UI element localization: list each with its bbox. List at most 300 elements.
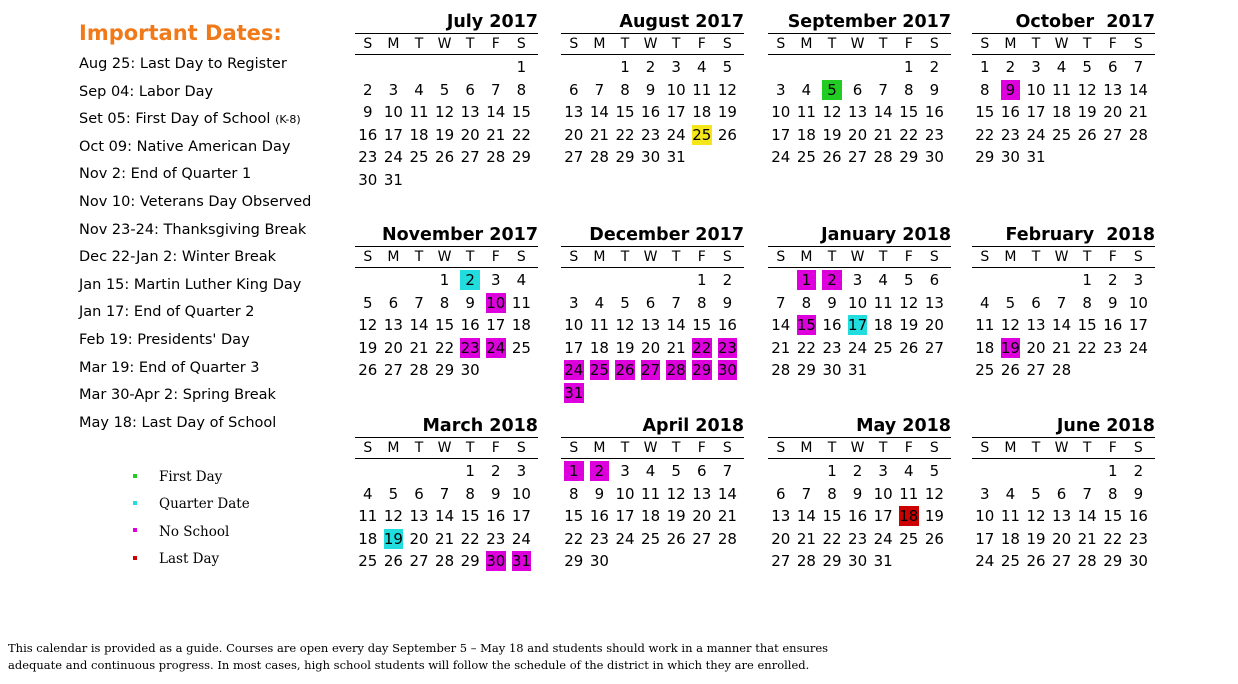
- day-cell: 28: [1077, 552, 1097, 570]
- day-cell: 21: [873, 125, 893, 144]
- day-cell: 17: [873, 507, 893, 525]
- day-cell: 26: [899, 338, 919, 357]
- day-cell: 13: [924, 293, 944, 312]
- day-cell: 18: [409, 125, 429, 144]
- legend-swatch-icon: [133, 501, 137, 505]
- day-cell: 11: [873, 293, 893, 312]
- day-cell: 21: [771, 338, 791, 357]
- day-grid: [355, 269, 538, 382]
- day-cell-highlighted: 2: [460, 270, 480, 290]
- empty-day-cell: [406, 56, 432, 79]
- day-cell: 2: [645, 58, 656, 76]
- day-cell: 6: [645, 293, 656, 312]
- weekday-label: T: [671, 249, 681, 265]
- legend-swatch-icon: [133, 474, 137, 478]
- day-cell: 19: [666, 507, 686, 525]
- empty-day-cell: [768, 269, 794, 292]
- day-cell: 23: [924, 125, 944, 144]
- day-cell: 14: [1077, 507, 1097, 525]
- empty-day-cell: [483, 56, 509, 79]
- legend-label: Quarter Date: [159, 496, 250, 513]
- day-cell: 14: [486, 103, 506, 121]
- day-cell: 10: [771, 103, 791, 121]
- day-cell: 11: [358, 507, 378, 525]
- day-cell: 15: [564, 507, 584, 525]
- day-cell: 25: [796, 148, 816, 166]
- day-cell: 29: [564, 552, 584, 570]
- day-cell: 4: [980, 293, 990, 312]
- day-cell: 18: [1000, 529, 1020, 548]
- important-date-text: Feb 19: Presidents' Day: [79, 331, 250, 348]
- day-cell: 19: [822, 125, 842, 144]
- day-cell: 6: [929, 271, 940, 289]
- day-cell: 3: [490, 271, 501, 289]
- weekday-label: S: [722, 36, 732, 52]
- month-title: March 2018: [422, 416, 538, 436]
- day-cell: 10: [975, 507, 995, 525]
- day-cell: 17: [1026, 103, 1046, 121]
- day-cell: 12: [822, 103, 842, 121]
- day-cell: 8: [516, 80, 527, 99]
- day-cell: 18: [358, 529, 378, 548]
- day-cell: 22: [1103, 529, 1123, 548]
- day-cell: 22: [511, 125, 531, 144]
- day-cell: 5: [1082, 58, 1092, 76]
- weekday-header: [355, 33, 538, 55]
- day-cell: 10: [615, 484, 635, 503]
- day-cell: 28: [1128, 125, 1148, 144]
- day-cell: 26: [1077, 125, 1097, 144]
- day-cell: 12: [383, 507, 403, 525]
- day-cell: 26: [717, 125, 737, 144]
- empty-day-cell: [587, 56, 613, 79]
- day-cell: 2: [1133, 462, 1144, 480]
- day-cell: 7: [671, 293, 681, 312]
- empty-day-cell: [432, 56, 458, 79]
- day-cell: 24: [1128, 338, 1148, 357]
- day-cell: 24: [975, 552, 995, 570]
- day-cell: 13: [771, 507, 791, 525]
- day-cell: 5: [363, 293, 373, 312]
- weekday-label: S: [929, 249, 939, 265]
- weekday-label: S: [929, 440, 939, 456]
- weekday-label: M: [1004, 440, 1017, 456]
- important-date-item: [79, 79, 349, 107]
- day-cell: 24: [511, 529, 531, 548]
- day-cell: 18: [589, 338, 609, 357]
- weekday-label: M: [1004, 36, 1017, 52]
- day-cell: 23: [486, 529, 506, 548]
- day-cell: 2: [852, 462, 863, 480]
- weekday-label: S: [722, 249, 732, 265]
- legend: [133, 464, 250, 574]
- day-cell: 26: [666, 529, 686, 548]
- weekday-label: S: [776, 36, 786, 52]
- day-grid: [355, 460, 538, 573]
- day-cell: 16: [717, 316, 737, 334]
- day-cell: 23: [641, 125, 661, 144]
- weekday-label: F: [697, 249, 706, 265]
- day-cell: 12: [1077, 80, 1097, 99]
- day-cell: 15: [511, 103, 531, 121]
- empty-day-cell: [794, 460, 820, 483]
- weekday-label: T: [620, 36, 630, 52]
- day-cell: 29: [1103, 552, 1123, 570]
- day-cell: 8: [827, 484, 837, 503]
- day-cell: 22: [615, 125, 635, 144]
- empty-day-cell: [794, 56, 820, 79]
- day-cell: 1: [827, 462, 837, 480]
- day-cell: 27: [460, 148, 480, 166]
- day-cell: 9: [1107, 293, 1118, 312]
- day-cell: 29: [822, 552, 842, 570]
- day-cell: 7: [878, 80, 888, 99]
- day-grid: [972, 56, 1155, 169]
- weekday-label: W: [1054, 440, 1069, 456]
- day-cell: 9: [363, 103, 373, 121]
- day-cell: 9: [465, 293, 475, 312]
- important-date-item: [79, 355, 349, 383]
- day-cell: 30: [822, 361, 842, 379]
- day-cell: 1: [1107, 462, 1118, 480]
- day-cell-highlighted: 9: [1001, 80, 1021, 100]
- day-cell: 25: [641, 529, 661, 548]
- day-cell: 1: [696, 271, 707, 289]
- empty-day-cell: [972, 269, 998, 292]
- weekday-header: [561, 33, 744, 55]
- day-cell: 23: [1000, 125, 1020, 144]
- weekday-header: [768, 437, 951, 459]
- important-dates-title: Important Dates:: [79, 21, 282, 45]
- day-cell: 22: [796, 338, 816, 357]
- legend-swatch-icon: [133, 556, 137, 560]
- day-cell: 12: [899, 293, 919, 312]
- day-cell: 11: [511, 293, 531, 312]
- day-cell: 5: [388, 484, 399, 503]
- day-cell: 30: [924, 148, 944, 166]
- day-cell: 17: [771, 125, 791, 144]
- weekday-label: S: [569, 440, 579, 456]
- day-cell: 5: [929, 462, 940, 480]
- weekday-label: T: [620, 440, 630, 456]
- important-date-text: Nov 10: Veterans Day Observed: [79, 193, 312, 210]
- day-cell: 3: [388, 80, 399, 99]
- month-title: July 2017: [446, 12, 538, 32]
- day-cell: 22: [899, 125, 919, 144]
- day-cell: 30: [848, 552, 868, 570]
- day-cell: 21: [486, 125, 506, 144]
- day-cell: 20: [1052, 529, 1072, 548]
- day-cell: 3: [569, 293, 579, 312]
- day-cell: 30: [589, 552, 609, 570]
- empty-day-cell: [381, 269, 407, 292]
- empty-day-cell: [1023, 269, 1049, 292]
- day-cell: 28: [435, 552, 455, 570]
- day-cell: 28: [796, 552, 816, 570]
- day-cell: 16: [641, 103, 661, 121]
- month-calendar: [561, 222, 744, 404]
- day-cell: 13: [848, 103, 868, 121]
- month-calendar: [972, 413, 1155, 573]
- day-cell: 21: [435, 529, 455, 548]
- weekday-header: [972, 246, 1155, 268]
- day-cell-highlighted: 19: [383, 529, 403, 548]
- weekday-label: T: [414, 249, 424, 265]
- day-cell: 3: [516, 462, 527, 480]
- day-cell-highlighted: 19: [1000, 338, 1020, 357]
- month-calendar: [561, 9, 744, 169]
- day-cell: 5: [620, 293, 630, 312]
- day-cell: 8: [696, 293, 707, 312]
- empty-day-cell: [972, 460, 998, 483]
- day-cell: 18: [641, 507, 661, 525]
- day-cell: 4: [1005, 484, 1016, 503]
- day-cell: 23: [1128, 529, 1148, 548]
- day-cell: 6: [776, 484, 786, 503]
- day-cell-highlighted: 15: [796, 316, 816, 334]
- day-cell: 17: [486, 316, 506, 334]
- day-cell: 28: [589, 148, 609, 166]
- month-title: February 2018: [1005, 225, 1155, 245]
- legend-label: First Day: [159, 469, 223, 485]
- weekday-label: S: [1133, 249, 1143, 265]
- day-cell: 20: [564, 125, 584, 144]
- weekday-label: S: [516, 440, 526, 456]
- day-cell-highlighted: 30: [486, 552, 506, 570]
- day-cell: 19: [1077, 103, 1097, 121]
- month-title: January 2018: [821, 225, 951, 245]
- weekday-label: M: [387, 440, 400, 456]
- day-cell: 13: [641, 316, 661, 334]
- day-cell: 29: [435, 361, 455, 379]
- day-cell: 30: [1000, 148, 1020, 166]
- day-cell-highlighted: 5: [822, 80, 842, 100]
- day-cell: 6: [1031, 293, 1041, 312]
- day-cell: 11: [975, 316, 995, 334]
- weekday-label: S: [516, 249, 526, 265]
- day-cell: 20: [409, 529, 429, 548]
- weekday-label: S: [1133, 440, 1143, 456]
- day-cell: 12: [435, 103, 455, 121]
- day-cell: 16: [589, 507, 609, 525]
- day-grid: [561, 269, 744, 404]
- day-cell: 5: [439, 80, 450, 99]
- day-cell: 5: [1031, 484, 1041, 503]
- day-cell: 9: [852, 484, 863, 503]
- important-date-text: Nov 2: End of Quarter 1: [79, 166, 252, 183]
- weekday-label: S: [980, 249, 990, 265]
- day-cell: 7: [594, 80, 605, 99]
- day-cell: 23: [589, 529, 609, 548]
- day-cell: 15: [899, 103, 919, 121]
- day-cell: 21: [796, 529, 816, 548]
- day-cell: 16: [848, 507, 868, 525]
- month-title: September 2017: [787, 12, 951, 32]
- footer-line-1: This calendar is provided as a guide. Courses are open every day September 5 – May 18 and students should work in a manner that ensures: [8, 641, 829, 655]
- day-cell: 6: [388, 293, 399, 312]
- day-cell: 26: [383, 552, 403, 570]
- month-title: November 2017: [381, 225, 538, 245]
- empty-day-cell: [587, 269, 613, 292]
- day-cell: 1: [439, 271, 450, 289]
- day-cell: 4: [363, 484, 373, 503]
- empty-day-cell: [663, 269, 689, 292]
- day-cell: 27: [1026, 361, 1046, 379]
- day-cell: 14: [409, 316, 429, 334]
- legend-label: No School: [159, 523, 230, 540]
- day-cell: 19: [358, 338, 378, 357]
- month-title: August 2017: [619, 12, 744, 32]
- empty-day-cell: [457, 56, 483, 79]
- important-date-item: [79, 299, 349, 327]
- day-cell-highlighted: 27: [641, 361, 661, 379]
- day-cell: 20: [1103, 103, 1123, 121]
- weekday-label: F: [904, 249, 913, 265]
- weekday-label: F: [491, 249, 500, 265]
- day-cell: 16: [358, 125, 378, 144]
- month-title: May 2018: [856, 416, 951, 436]
- empty-day-cell: [406, 269, 432, 292]
- day-cell: 14: [796, 507, 816, 525]
- footer-line-2: adequate and continuous progress. In most cases, high school students will follow the schedule of the district in which they are enrolled.: [8, 658, 810, 672]
- empty-day-cell: [1074, 460, 1100, 483]
- day-cell: 21: [1128, 103, 1148, 121]
- month-calendar: [768, 222, 951, 382]
- month-calendar: [768, 413, 951, 573]
- day-cell: 8: [1107, 484, 1118, 503]
- day-cell: 19: [924, 507, 944, 525]
- day-cell: 15: [975, 103, 995, 121]
- empty-day-cell: [768, 56, 794, 79]
- day-cell: 22: [460, 529, 480, 548]
- day-cell: 8: [980, 80, 990, 99]
- day-cell: 25: [358, 552, 378, 570]
- important-date-item: [79, 189, 349, 217]
- important-date-item: [79, 382, 349, 410]
- day-cell: 1: [620, 58, 630, 76]
- day-cell: 28: [873, 148, 893, 166]
- weekday-header: [561, 246, 744, 268]
- day-cell: 6: [852, 80, 863, 99]
- day-cell: 4: [903, 462, 914, 480]
- weekday-label: S: [363, 440, 373, 456]
- day-cell: 15: [822, 507, 842, 525]
- day-cell: 14: [1128, 80, 1148, 99]
- empty-day-cell: [870, 56, 896, 79]
- empty-day-cell: [355, 460, 381, 483]
- day-cell: 24: [383, 148, 403, 166]
- day-cell: 23: [1103, 338, 1123, 357]
- day-cell: 13: [1052, 507, 1072, 525]
- day-cell: 22: [1077, 338, 1097, 357]
- day-cell: 4: [645, 462, 656, 480]
- day-cell: 11: [796, 103, 816, 121]
- day-cell: 18: [873, 316, 893, 334]
- month-title: October 2017: [1015, 12, 1155, 32]
- empty-day-cell: [998, 269, 1024, 292]
- month-title: April 2018: [642, 416, 744, 436]
- important-date-text: Jan 15: Martin Luther King Day: [79, 276, 302, 293]
- weekday-label: T: [878, 440, 888, 456]
- day-cell: 29: [899, 148, 919, 166]
- weekday-label: T: [414, 440, 424, 456]
- day-cell: 9: [827, 293, 837, 312]
- day-cell: 27: [924, 338, 944, 357]
- weekday-label: W: [437, 440, 452, 456]
- empty-day-cell: [381, 56, 407, 79]
- day-cell: 20: [771, 529, 791, 548]
- day-cell: 5: [671, 462, 681, 480]
- day-cell: 3: [852, 271, 863, 289]
- day-cell: 15: [435, 316, 455, 334]
- weekday-label: T: [827, 249, 837, 265]
- empty-day-cell: [561, 56, 587, 79]
- weekday-label: W: [643, 440, 658, 456]
- important-date-text: Oct 09: Native American Day: [79, 138, 291, 155]
- day-cell-highlighted: 24: [486, 338, 506, 357]
- day-cell: 16: [924, 103, 944, 121]
- day-cell: 11: [641, 484, 661, 503]
- day-cell: 12: [924, 484, 944, 503]
- day-cell: 12: [615, 316, 635, 334]
- day-cell: 31: [873, 552, 893, 570]
- weekday-header: [972, 437, 1155, 459]
- day-cell: 17: [666, 103, 686, 121]
- day-cell: 3: [1133, 271, 1144, 289]
- weekday-label: W: [850, 440, 865, 456]
- day-cell: 7: [776, 293, 786, 312]
- day-cell: 24: [615, 529, 635, 548]
- important-date-text: Aug 25: Last Day to Register: [79, 56, 287, 72]
- month-title: December 2017: [589, 225, 744, 245]
- day-cell: 16: [1000, 103, 1020, 121]
- day-cell-highlighted: 10: [486, 293, 506, 312]
- day-cell: 13: [1026, 316, 1046, 334]
- day-cell: 20: [641, 338, 661, 357]
- day-cell-highlighted: 1: [564, 461, 584, 481]
- day-cell: 21: [409, 338, 429, 357]
- day-cell: 5: [1005, 293, 1016, 312]
- day-cell: 6: [696, 462, 707, 480]
- day-cell: 20: [460, 125, 480, 144]
- weekday-label: F: [904, 440, 913, 456]
- day-cell: 27: [771, 552, 791, 570]
- day-cell: 26: [435, 148, 455, 166]
- day-cell: 8: [801, 293, 812, 312]
- day-cell: 3: [878, 462, 888, 480]
- day-cell: 31: [848, 361, 868, 379]
- day-cell: 8: [465, 484, 475, 503]
- weekday-label: M: [593, 36, 606, 52]
- day-cell: 17: [615, 507, 635, 525]
- weekday-label: W: [437, 249, 452, 265]
- day-cell: 27: [692, 529, 712, 548]
- weekday-label: M: [1004, 249, 1017, 265]
- day-cell-highlighted: 22: [692, 338, 712, 357]
- weekday-label: M: [593, 249, 606, 265]
- day-cell: 31: [666, 148, 686, 166]
- day-cell: 22: [564, 529, 584, 548]
- day-cell: 9: [929, 80, 940, 99]
- day-cell: 28: [1052, 361, 1072, 379]
- empty-day-cell: [355, 56, 381, 79]
- day-cell: 2: [490, 462, 501, 480]
- day-cell: 24: [666, 125, 686, 144]
- empty-day-cell: [1023, 460, 1049, 483]
- day-cell: 20: [383, 338, 403, 357]
- day-cell-highlighted: 31: [511, 552, 531, 570]
- day-cell: 17: [511, 507, 531, 525]
